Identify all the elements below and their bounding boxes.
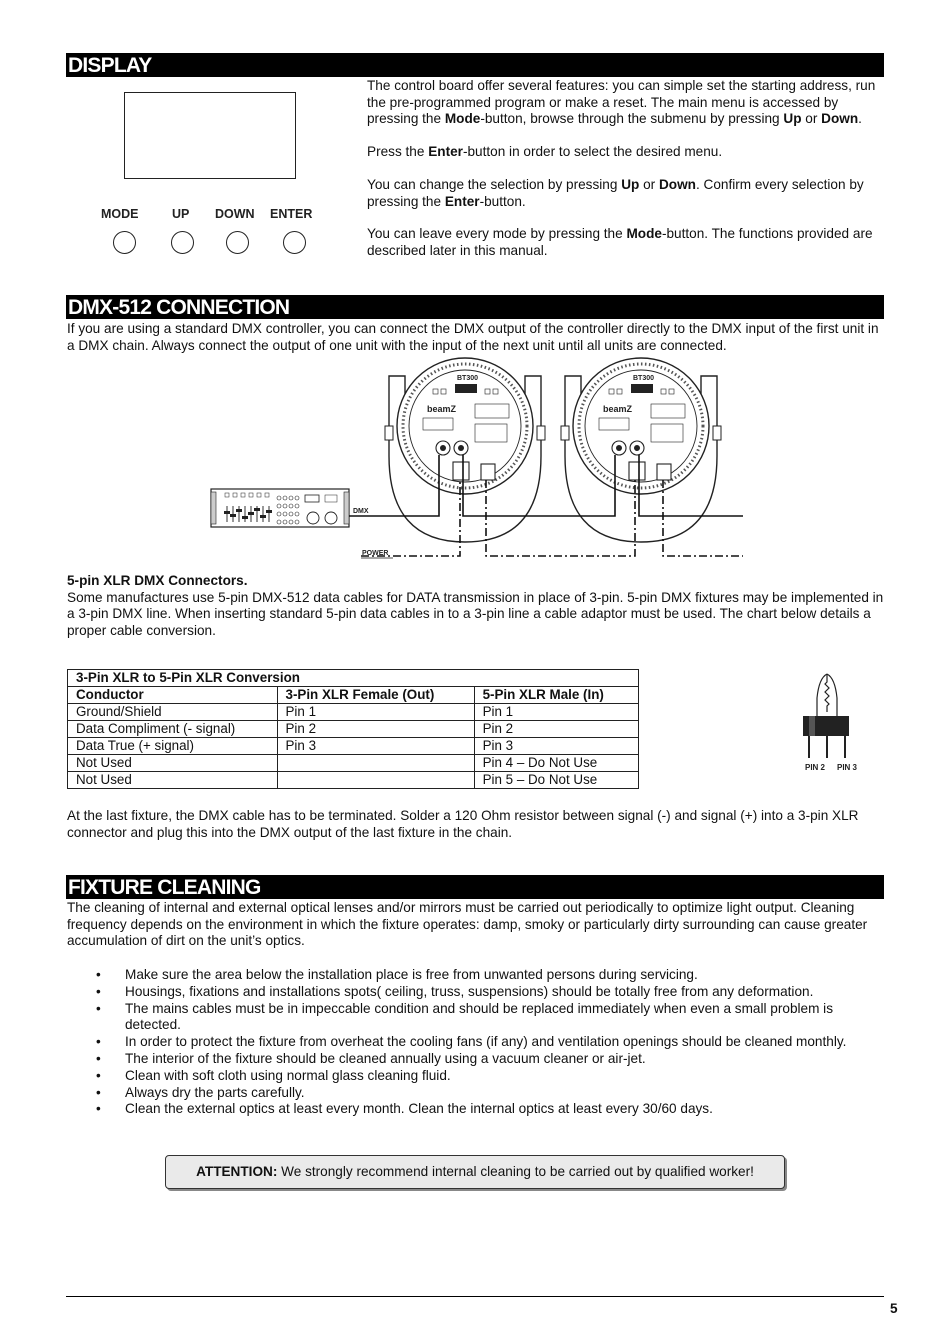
table-cell: Pin 4 – Do Not Use: [474, 755, 638, 772]
table-row: [68, 721, 639, 738]
attention-label: ATTENTION:: [196, 1164, 278, 1179]
list-item: • Make sure the area below the installation place is free from unwanted persons during servicing.: [96, 967, 886, 984]
up-button-label: UP: [172, 207, 190, 221]
dmx-intro: If you are using a standard DMX controller, you can connect the DMX output of the controller directly to the DMX input of the first unit in a DMX chain. Always connect the output of one unit with the input of the next unit until all units are connected.: [67, 321, 879, 353]
footer-divider: [66, 1296, 884, 1297]
power-line-label: POWER: [362, 550, 389, 557]
display-description: [367, 78, 885, 260]
table-cell: Pin 1: [277, 704, 474, 721]
table-cell: Pin 5 – Do Not Use: [474, 772, 638, 789]
mode-button-label: MODE: [101, 207, 139, 221]
xlr5-section: [67, 573, 885, 640]
table-cell: Pin 2: [277, 721, 474, 738]
table-cell: Not Used: [68, 755, 278, 772]
list-item: • Housings, fixations and installations spots( ceiling, truss, suspensions) should be totally free from any deformation.: [96, 984, 886, 1001]
table-header: Conductor: [68, 687, 278, 704]
table-row: [68, 704, 639, 721]
table-cell: [277, 755, 474, 772]
fixture-2: [561, 358, 721, 542]
fixture-1: [385, 358, 545, 542]
table-header: 5-Pin XLR Male (In): [474, 687, 638, 704]
xlr5-text: Some manufactures use 5-pin DMX-512 data cables for DATA transmission in place of 3-pin. 5-pin DMX fixtures may be implemented in a 3-pin DMX line. When inserting standard 5-pin data cables in to a 3-pin line a cable adaptor must be used. The chart below details a proper cable conversion.: [67, 589, 884, 639]
list-item: • The interior of the fixture should be cleaned annually using a vacuum cleaner or air-jet.: [96, 1051, 886, 1068]
attention-box: [165, 1155, 785, 1189]
display-heading: DISPLAY: [66, 53, 884, 77]
table-caption: 3-Pin XLR to 5-Pin XLR Conversion: [68, 670, 639, 687]
table-row: [68, 738, 639, 755]
dmx-heading: DMX-512 CONNECTION: [66, 295, 884, 319]
table-cell: Pin 2: [474, 721, 638, 738]
fixture-2-brand-logo: beamZ: [603, 404, 633, 414]
page-number: 5: [890, 1301, 898, 1316]
table-cell: Data Compliment (- signal): [68, 721, 278, 738]
xlr5-title: 5-pin XLR DMX Connectors.: [67, 573, 248, 588]
dmx-termination-text: At the last fixture, the DMX cable has to be terminated. Solder a 120 Ohm resistor between signal (-) and signal (+) into a 3-pin XLR connector and plug this into the DMX output of the last fixture in the chain.: [67, 808, 859, 840]
power-cable: [361, 480, 743, 556]
display-screen: [124, 92, 296, 179]
pin-2-label: PIN 2: [805, 763, 826, 772]
dmx-line-label: DMX: [353, 508, 369, 515]
enter-button: [283, 231, 306, 254]
table-header-row: [68, 687, 639, 704]
xlr-termination-resistor-diagram: [795, 668, 875, 776]
attention-text: We strongly recommend internal cleaning to be carried out by qualified worker!: [277, 1164, 754, 1179]
table-cell: [277, 772, 474, 789]
enter-button-label: ENTER: [270, 207, 313, 221]
fixture-1-model-label: BT300: [457, 375, 479, 382]
xlr-conversion-table: [67, 669, 639, 789]
list-item: • In order to protect the fixture from overheat the cooling fans (if any) and ventilation openings should be cleaned monthly.: [96, 1034, 886, 1051]
table-cell: Ground/Shield: [68, 704, 278, 721]
table-cell: Pin 3: [277, 738, 474, 755]
table-row: [68, 755, 639, 772]
display-paragraph-1: The control board offer several features: you can simple set the starting address, run the pre-programmed program or make a reset. The main menu is accessed by pressing the Mode-button, browse through the submenu by pressing Up or Down.: [367, 78, 876, 127]
fixture-1-brand-logo: beamZ: [427, 404, 457, 414]
up-button: [171, 231, 194, 254]
display-paragraph-2: Press the Enter-button in order to select the desired menu.: [367, 144, 723, 160]
cleaning-intro: The cleaning of internal and external optical lenses and/or mirrors must be carried out periodically to optimize light output. Cleaning frequency depends on the environment in which the fixture operates: damp, smoky or particularly dirty surrounding can cause greater accumulation of dirt on the unit’s optics.: [67, 900, 868, 949]
cleaning-heading: FIXTURE CLEANING: [66, 875, 884, 899]
dmx-chain-diagram: [205, 356, 745, 568]
table-cell: Data True (+ signal): [68, 738, 278, 755]
table-cell: Not Used: [68, 772, 278, 789]
table-cell: Pin 1: [474, 704, 638, 721]
down-button-label: DOWN: [215, 207, 255, 221]
list-item: • Always dry the parts carefully.: [96, 1085, 886, 1102]
table-header: 3-Pin XLR Female (Out): [277, 687, 474, 704]
display-paragraph-3: You can change the selection by pressing Up or Down. Confirm every selection by pressing the Enter-button.: [367, 176, 864, 209]
pin-3-label: PIN 3: [837, 763, 858, 772]
table-caption-row: [68, 670, 639, 687]
fixture-2-model-label: BT300: [633, 375, 655, 382]
list-item: • The mains cables must be in impeccable condition and should be replaced immediately when even a small problem is detected.: [96, 1001, 886, 1035]
table-row: [68, 772, 639, 789]
mode-button: [113, 231, 136, 254]
dmx-controller: [211, 489, 349, 527]
down-button: [226, 231, 249, 254]
table-cell: Pin 3: [474, 738, 638, 755]
display-paragraph-4: You can leave every mode by pressing the Mode-button. The functions provided are described later in this manual.: [367, 226, 873, 258]
cleaning-bullet-list: [96, 967, 886, 1118]
list-item: • Clean with soft cloth using normal glass cleaning fluid.: [96, 1068, 886, 1085]
list-item: • Clean the external optics at least every month. Clean the internal optics at least every 30/60 days.: [96, 1101, 886, 1118]
